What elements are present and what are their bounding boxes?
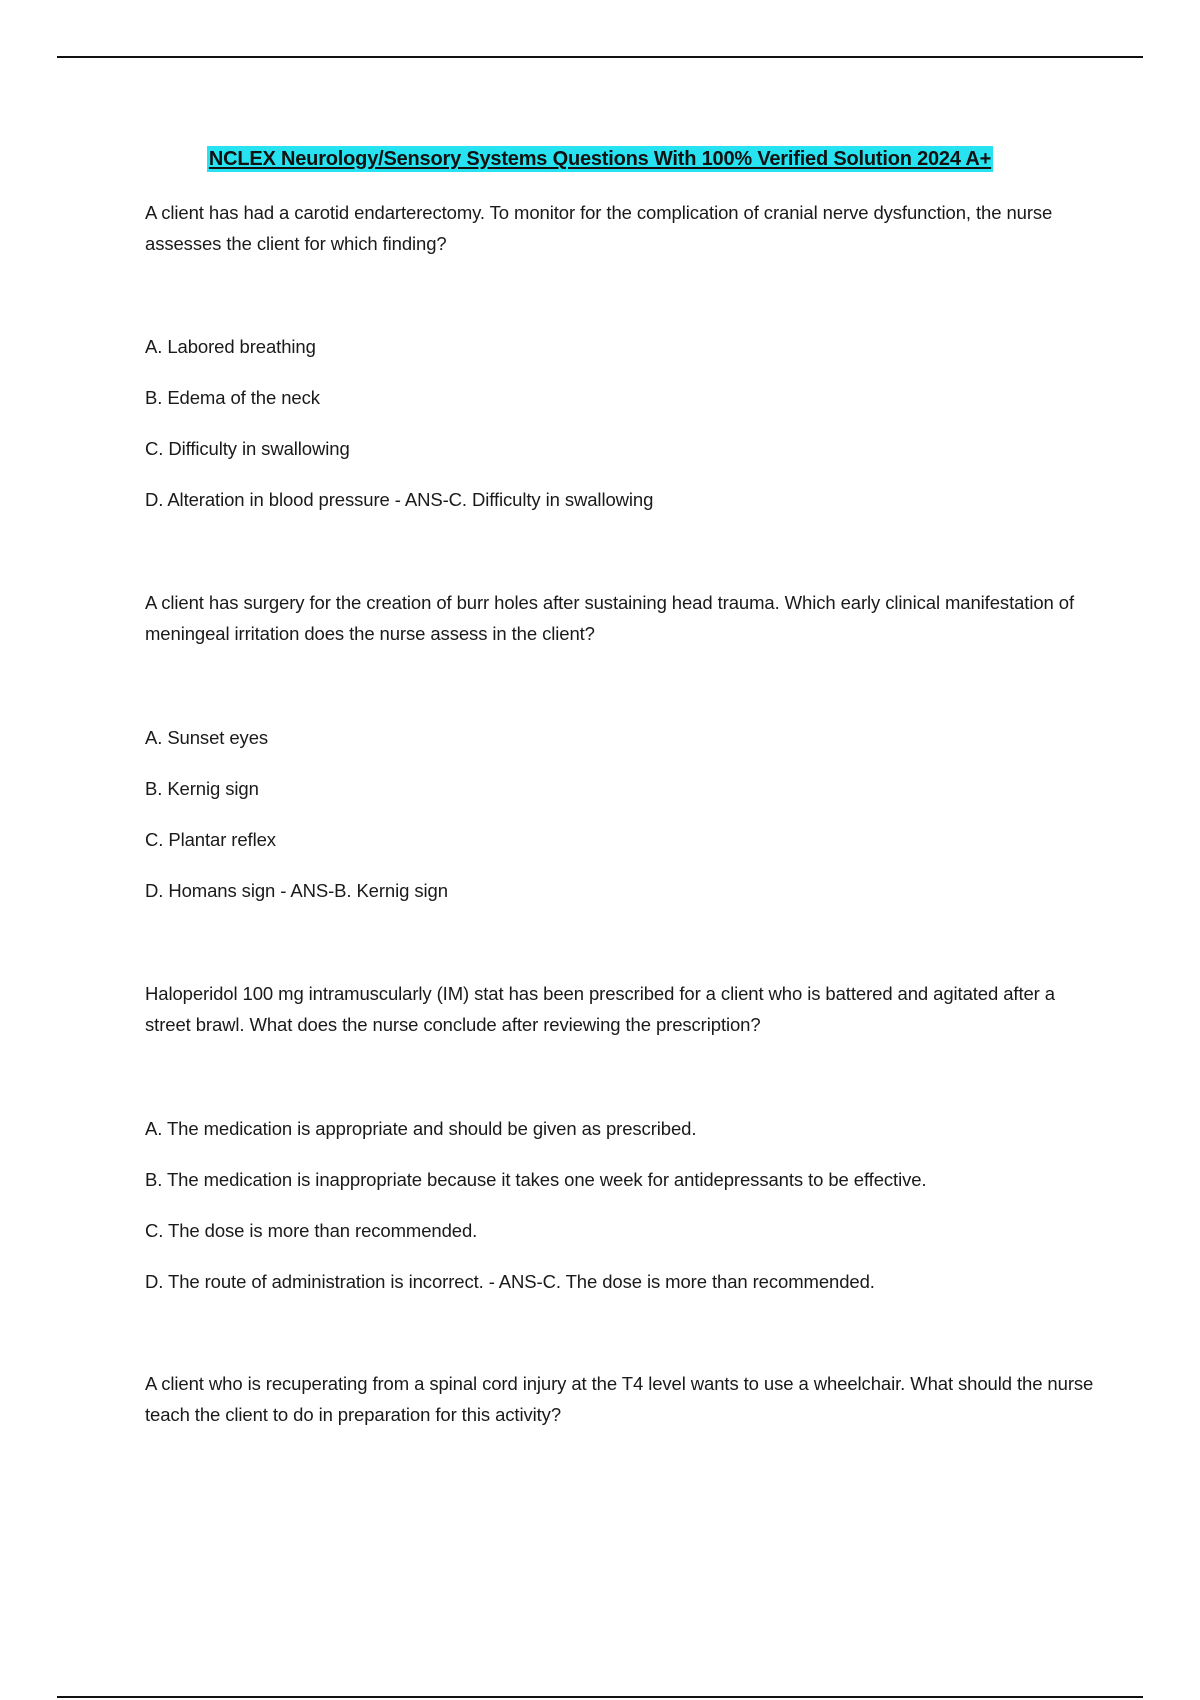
question-1-option-a: A. Labored breathing: [145, 336, 316, 357]
title-container: [0, 146, 1200, 172]
question-1-option-d: D. Alteration in blood pressure - ANS-C. Difficulty in swallowing: [145, 489, 654, 510]
question-2-option-c: C. Plantar reflex: [145, 829, 276, 850]
question-1-text: A client has had a carotid endarterectomy. To monitor for the complication of cranial nerve dysfunction, the nurse assesses the client for which finding?: [145, 202, 1053, 254]
question-2-option-d: D. Homans sign - ANS-B. Kernig sign: [145, 880, 448, 901]
bottom-rule: [57, 1696, 1143, 1698]
question-3-option-b: B. The medication is inappropriate because it takes one week for antidepressants to be effective.: [145, 1169, 927, 1190]
question-2-text: A client has surgery for the creation of burr holes after sustaining head trauma. Which early clinical manifestation of meningeal irritation does the nurse assess in the client?: [145, 592, 1074, 644]
question-3-text: Haloperidol 100 mg intramuscularly (IM) stat has been prescribed for a client who is battered and agitated after a street brawl. What does the nurse conclude after reviewing the prescription?: [145, 983, 1055, 1035]
question-1-option-c: C. Difficulty in swallowing: [145, 438, 350, 459]
document-title: NCLEX Neurology/Sensory Systems Questions With 100% Verified Solution 2024 A+: [208, 148, 992, 170]
question-3-option-d: D. The route of administration is incorrect. - ANS-C. The dose is more than recommended.: [145, 1271, 875, 1292]
question-3-option-c: C. The dose is more than recommended.: [145, 1220, 478, 1241]
question-2-option-b: B. Kernig sign: [145, 778, 259, 799]
question-3-option-a: A. The medication is appropriate and should be given as prescribed.: [145, 1118, 697, 1139]
question-4-text: A client who is recuperating from a spinal cord injury at the T4 level wants to use a wheelchair. What should the nurse teach the client to do in preparation for this activity?: [145, 1373, 1094, 1425]
top-rule: [57, 56, 1143, 58]
question-1-option-b: B. Edema of the neck: [145, 387, 320, 408]
question-2-option-a: A. Sunset eyes: [145, 727, 269, 748]
